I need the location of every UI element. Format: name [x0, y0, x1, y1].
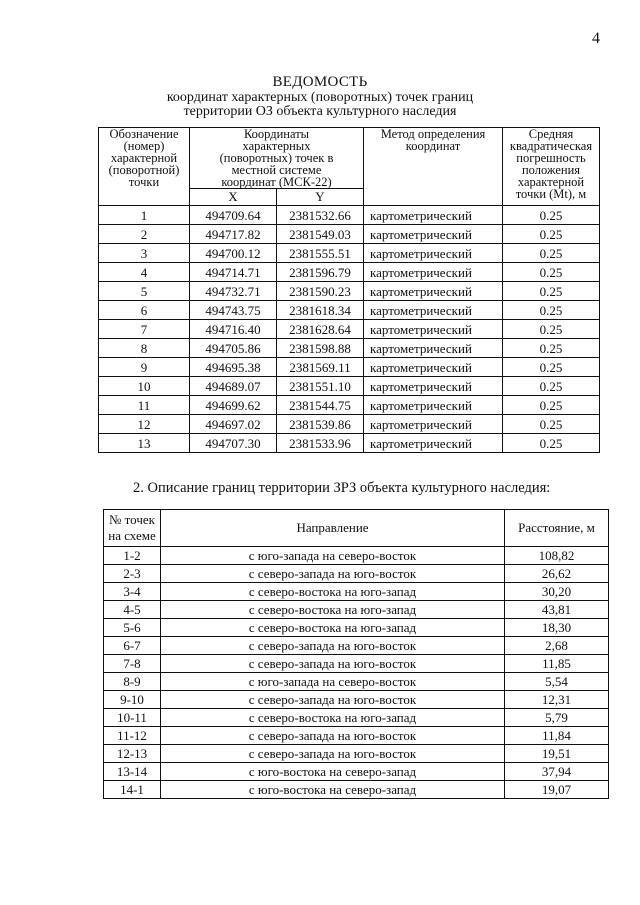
points-pair: 9-10: [104, 691, 161, 709]
x-coordinate: 494705.86: [190, 339, 277, 358]
error-value: 0.25: [503, 244, 600, 263]
table-row: [104, 547, 609, 565]
direction: с северо-востока на юго-запад: [161, 583, 505, 601]
error-value: 0.25: [503, 301, 600, 320]
distance: 43,81: [505, 601, 609, 619]
y-coordinate: 2381549.03: [277, 225, 364, 244]
method: картометрический: [364, 320, 503, 339]
direction: с юго-запада на северо-восток: [161, 673, 505, 691]
y-coordinate: 2381539.86: [277, 415, 364, 434]
y-coordinate: 2381532.66: [277, 206, 364, 225]
coordinates-table: [98, 127, 600, 453]
direction: с северо-запада на юго-восток: [161, 691, 505, 709]
distance: 11,84: [505, 727, 609, 745]
point-number: 7: [99, 320, 190, 339]
method: картометрический: [364, 206, 503, 225]
direction: с северо-востока на юго-запад: [161, 709, 505, 727]
table-row: [104, 637, 609, 655]
x-coordinate: 494717.82: [190, 225, 277, 244]
error-value: 0.25: [503, 225, 600, 244]
table-row: [104, 583, 609, 601]
y-coordinate: 2381544.75: [277, 396, 364, 415]
header-points: № точек на схеме: [104, 510, 161, 547]
table-row: [99, 396, 600, 415]
page-number: 4: [592, 30, 600, 47]
y-coordinate: 2381596.79: [277, 263, 364, 282]
point-number: 10: [99, 377, 190, 396]
document-subtitle-line1: координат характерных (поворотных) точек границ: [166, 90, 474, 105]
method: картометрический: [364, 282, 503, 301]
table-row: [104, 709, 609, 727]
distance: 19,07: [505, 781, 609, 799]
x-coordinate: 494716.40: [190, 320, 277, 339]
point-number: 8: [99, 339, 190, 358]
method: картометрический: [364, 434, 503, 453]
table-row: [99, 301, 600, 320]
distance: 30,20: [505, 583, 609, 601]
table-row: [104, 655, 609, 673]
y-coordinate: 2381533.96: [277, 434, 364, 453]
error-value: 0.25: [503, 339, 600, 358]
error-value: 0.25: [503, 377, 600, 396]
point-number: 11: [99, 396, 190, 415]
header-distance: Расстояние, м: [505, 510, 609, 547]
y-coordinate: 2381618.34: [277, 301, 364, 320]
x-coordinate: 494695.38: [190, 358, 277, 377]
distance: 2,68: [505, 637, 609, 655]
x-coordinate: 494714.71: [190, 263, 277, 282]
points-pair: 4-5: [104, 601, 161, 619]
y-coordinate: 2381569.11: [277, 358, 364, 377]
error-value: 0.25: [503, 415, 600, 434]
point-number: 2: [99, 225, 190, 244]
table-row: [99, 263, 600, 282]
point-number: 9: [99, 358, 190, 377]
points-pair: 8-9: [104, 673, 161, 691]
table-row: [99, 282, 600, 301]
x-coordinate: 494699.62: [190, 396, 277, 415]
table-row: [104, 727, 609, 745]
table-row: [104, 673, 609, 691]
points-pair: 5-6: [104, 619, 161, 637]
points-pair: 13-14: [104, 763, 161, 781]
table-row: [99, 320, 600, 339]
distance: 18,30: [505, 619, 609, 637]
header-direction: Направление: [161, 510, 505, 547]
points-pair: 12-13: [104, 745, 161, 763]
point-number: 5: [99, 282, 190, 301]
distance: 12,31: [505, 691, 609, 709]
x-coordinate: 494732.71: [190, 282, 277, 301]
points-pair: 6-7: [104, 637, 161, 655]
distance: 108,82: [505, 547, 609, 565]
direction: с северо-запада на юго-восток: [161, 637, 505, 655]
points-pair: 14-1: [104, 781, 161, 799]
table-row: [99, 225, 600, 244]
error-value: 0.25: [503, 358, 600, 377]
y-coordinate: 2381551.10: [277, 377, 364, 396]
error-value: 0.25: [503, 263, 600, 282]
header-error: Средняя квадратическая погрешность положения характерной точки (Mt), м: [503, 128, 600, 206]
direction: с юго-востока на северо-запад: [161, 763, 505, 781]
method: картометрический: [364, 301, 503, 320]
table-row: [104, 745, 609, 763]
point-number: 12: [99, 415, 190, 434]
direction: с юго-запада на северо-восток: [161, 547, 505, 565]
distance: 26,62: [505, 565, 609, 583]
table-row: [104, 565, 609, 583]
table-row: [99, 377, 600, 396]
error-value: 0.25: [503, 282, 600, 301]
method: картометрический: [364, 358, 503, 377]
table-row: [99, 206, 600, 225]
method: картометрический: [364, 225, 503, 244]
y-coordinate: 2381590.23: [277, 282, 364, 301]
point-number: 13: [99, 434, 190, 453]
section-2-title: 2. Описание границ территории ЗРЗ объекта культурного наследия:: [133, 480, 551, 496]
points-pair: 3-4: [104, 583, 161, 601]
direction: с северо-запада на юго-восток: [161, 655, 505, 673]
point-number: 1: [99, 206, 190, 225]
direction: с северо-запада на юго-восток: [161, 565, 505, 583]
direction: с юго-востока на северо-запад: [161, 781, 505, 799]
table-row: [104, 763, 609, 781]
header-point: Обозначение (номер) характерной (поворотной) точки: [99, 128, 190, 206]
table-row: [99, 434, 600, 453]
x-coordinate: 494689.07: [190, 377, 277, 396]
document-subtitle-line2: территории ОЗ объекта культурного наследия: [183, 104, 457, 119]
x-coordinate: 494700.12: [190, 244, 277, 263]
point-number: 3: [99, 244, 190, 263]
error-value: 0.25: [503, 320, 600, 339]
distance: 19,51: [505, 745, 609, 763]
points-pair: 1-2: [104, 547, 161, 565]
boundary-description-table-body: [104, 547, 609, 799]
error-value: 0.25: [503, 434, 600, 453]
method: картометрический: [364, 377, 503, 396]
distance: 5,54: [505, 673, 609, 691]
distance: 11,85: [505, 655, 609, 673]
table-row: [104, 619, 609, 637]
point-number: 6: [99, 301, 190, 320]
method: картометрический: [364, 396, 503, 415]
x-coordinate: 494707.30: [190, 434, 277, 453]
error-value: 0.25: [503, 206, 600, 225]
table-row: [99, 244, 600, 263]
table-row: [104, 781, 609, 799]
direction: с северо-запада на юго-восток: [161, 745, 505, 763]
direction: с северо-востока на юго-запад: [161, 601, 505, 619]
points-pair: 7-8: [104, 655, 161, 673]
header-coords: Координаты характерных (поворотных) точек в местной системе координат (МСК-22): [190, 128, 364, 189]
distance: 37,94: [505, 763, 609, 781]
x-coordinate: 494709.64: [190, 206, 277, 225]
table-row: [99, 358, 600, 377]
distance: 5,79: [505, 709, 609, 727]
table-row: [99, 415, 600, 434]
direction: с северо-запада на юго-восток: [161, 727, 505, 745]
table-row: [104, 601, 609, 619]
header-method: Метод определения координат: [364, 128, 503, 206]
header-x: X: [190, 189, 277, 206]
boundary-description-table: [103, 509, 609, 799]
points-pair: 11-12: [104, 727, 161, 745]
method: картометрический: [364, 244, 503, 263]
point-number: 4: [99, 263, 190, 282]
error-value: 0.25: [503, 396, 600, 415]
table-row: [104, 691, 609, 709]
points-pair: 2-3: [104, 565, 161, 583]
x-coordinate: 494697.02: [190, 415, 277, 434]
x-coordinate: 494743.75: [190, 301, 277, 320]
y-coordinate: 2381628.64: [277, 320, 364, 339]
points-pair: 10-11: [104, 709, 161, 727]
coordinates-table-body: [99, 206, 600, 453]
direction: с северо-востока на юго-запад: [161, 619, 505, 637]
table-row: [99, 339, 600, 358]
method: картометрический: [364, 339, 503, 358]
document-title: ВЕДОМОСТЬ: [272, 74, 368, 90]
method: картометрический: [364, 415, 503, 434]
y-coordinate: 2381555.51: [277, 244, 364, 263]
method: картометрический: [364, 263, 503, 282]
y-coordinate: 2381598.88: [277, 339, 364, 358]
header-y: Y: [277, 189, 364, 206]
